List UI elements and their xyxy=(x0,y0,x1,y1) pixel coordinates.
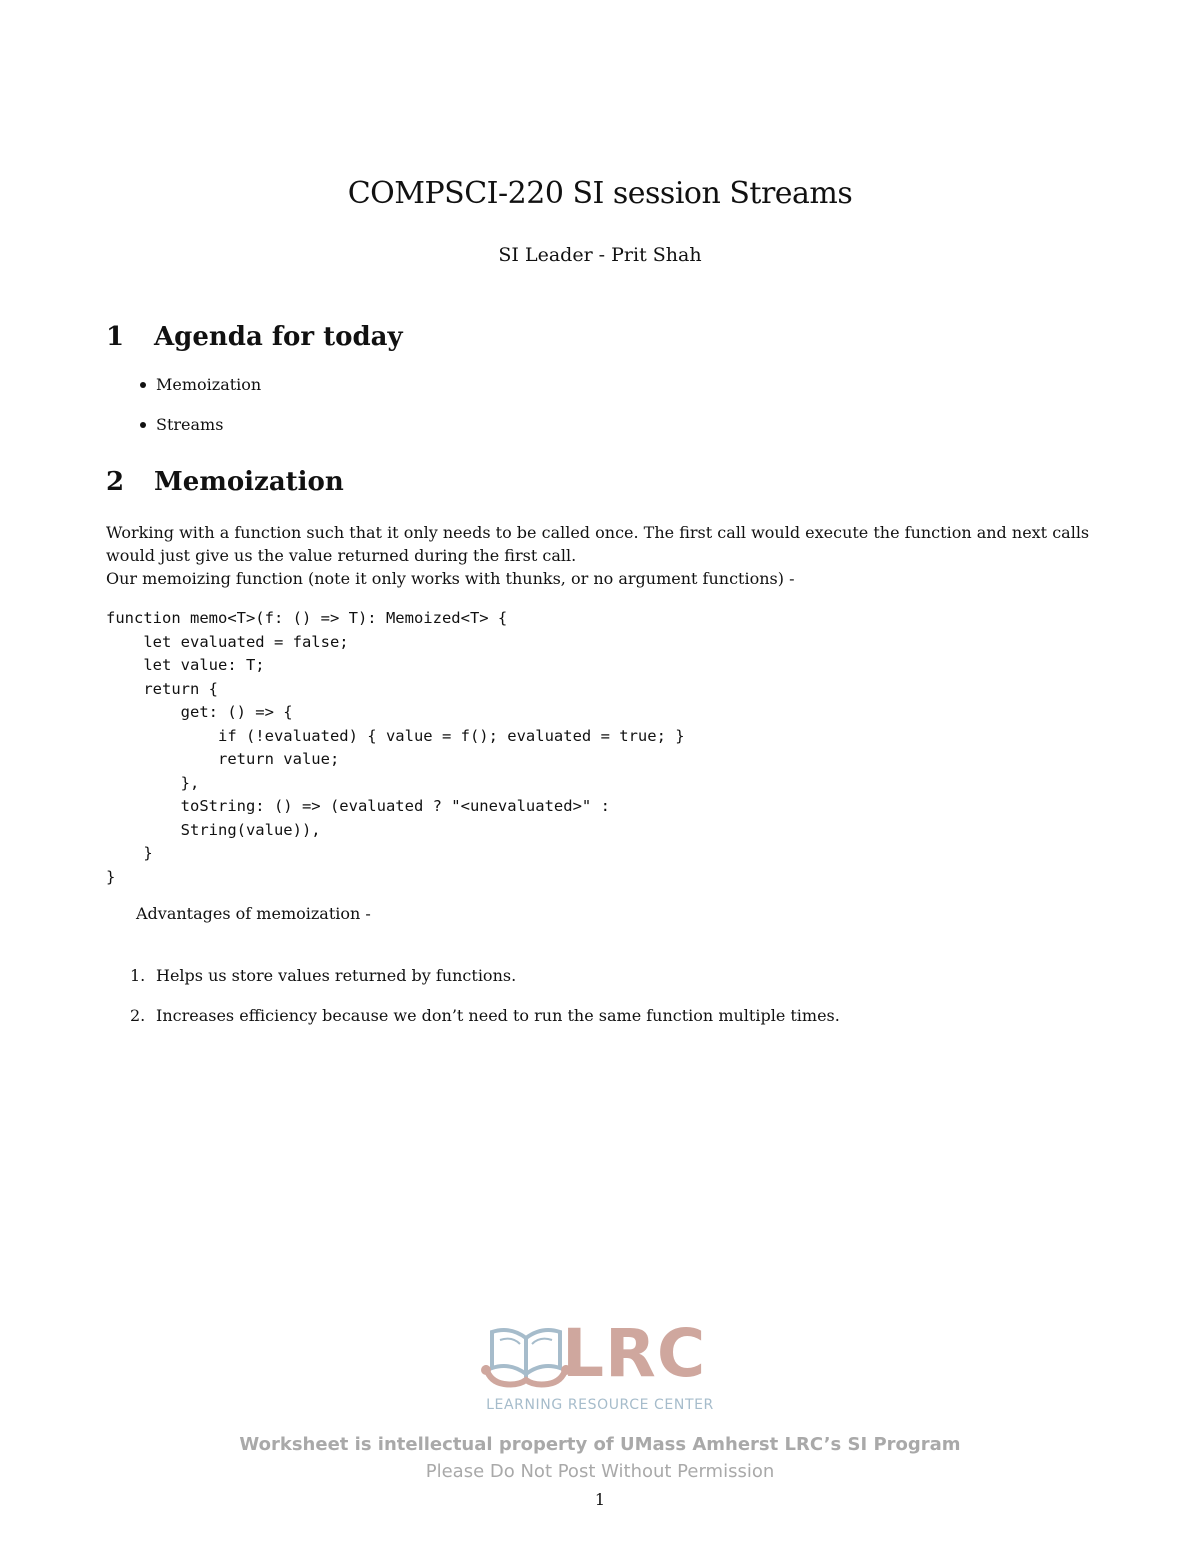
code-block: function memo<T>(f: () => T): Memoized<T> { let evaluated = false; let value: T; return { get: () => { if (!evaluated) { value = f(); evaluated = true; } return value; }, toString: () => (evaluated ? "<unevaluated>" : String(value)), } } xyxy=(106,609,685,886)
memoization-description: Working with a function such that it only needs to be called once. The first call would execute the function and next calls would just give us the value returned during the first call. xyxy=(106,523,1090,565)
section-title: Agenda for today xyxy=(154,322,403,352)
copyright-notice: Worksheet is intellectual property of UMass Amherst LRC’s SI Program xyxy=(239,1434,961,1455)
section-number: 2 xyxy=(106,467,125,497)
list-item-label: Memoization xyxy=(156,375,262,394)
section-heading-memoization xyxy=(106,467,344,497)
list-item-number: 1. xyxy=(130,966,146,985)
list-item xyxy=(136,375,261,415)
lrc-logo-subtitle: LEARNING RESOURCE CENTER xyxy=(486,1397,714,1413)
memoizing-function-intro: Our memoizing function (note it only works with thunks, or no argument functions) - xyxy=(106,569,795,588)
list-item xyxy=(136,415,261,455)
bullet-icon xyxy=(140,382,146,388)
agenda-list xyxy=(136,375,261,455)
list-item xyxy=(130,1006,840,1046)
page-number: 1 xyxy=(594,1490,606,1509)
section-title: Memoization xyxy=(154,467,344,497)
document-author: SI Leader - Prit Shah xyxy=(498,244,702,266)
list-item xyxy=(130,966,840,1006)
advantages-list xyxy=(130,966,840,1046)
list-item-number: 2. xyxy=(130,1006,146,1025)
document-title: COMPSCI-220 SI session Streams xyxy=(347,176,853,211)
section-number: 1 xyxy=(106,322,125,352)
lrc-logo-text: LRC xyxy=(562,1315,707,1392)
section-heading-agenda xyxy=(106,322,403,352)
list-item-label: Streams xyxy=(156,415,224,434)
bullet-icon xyxy=(140,422,146,428)
list-item-label: Helps us store values returned by functions. xyxy=(156,966,517,985)
list-item-label: Increases efficiency because we don’t need to run the same function multiple times. xyxy=(156,1006,840,1025)
permission-notice: Please Do Not Post Without Permission xyxy=(425,1461,775,1482)
advantages-label: Advantages of memoization - xyxy=(136,904,371,923)
